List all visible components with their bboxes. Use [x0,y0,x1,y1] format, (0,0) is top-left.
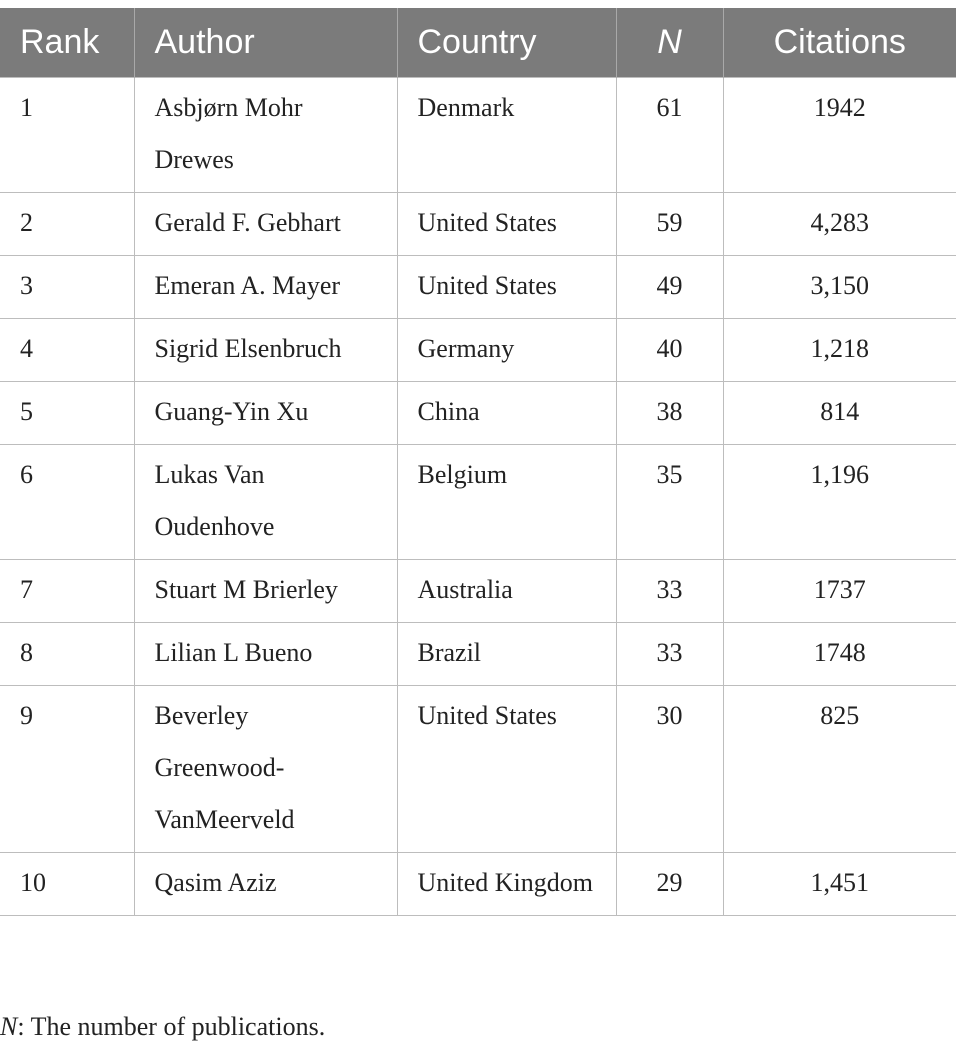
cell-publications: 30 [616,685,723,852]
cell-country: United States [397,192,616,255]
cell-citations: 1,451 [723,852,956,915]
cell-country: Belgium [397,444,616,559]
cell-publications: 61 [616,77,723,192]
cell-country: United Kingdom [397,852,616,915]
table-row [0,255,956,318]
cell-citations: 1737 [723,559,956,622]
cell-citations: 814 [723,381,956,444]
table-header-row [0,8,956,77]
cell-author: Stuart M Brierley [134,559,397,622]
cell-author: Lukas Van Oudenhove [134,444,397,559]
cell-citations: 1748 [723,622,956,685]
cell-author: Beverley Greenwood-VanMeerveld [134,685,397,852]
table-row [0,852,956,915]
cell-author: Emeran A. Mayer [134,255,397,318]
cell-rank: 3 [0,255,134,318]
table-row [0,77,956,192]
cell-rank: 8 [0,622,134,685]
cell-author: Lilian L Bueno [134,622,397,685]
header-author: Author [134,8,397,77]
header-country: Country [397,8,616,77]
header-citations: Citations [723,8,956,77]
table-row [0,381,956,444]
cell-publications: 40 [616,318,723,381]
table-row [0,622,956,685]
cell-citations: 825 [723,685,956,852]
cell-publications: 33 [616,622,723,685]
cell-author: Asbjørn Mohr Drewes [134,77,397,192]
cell-rank: 6 [0,444,134,559]
cell-rank: 7 [0,559,134,622]
cell-rank: 5 [0,381,134,444]
footnote-text: : The number of publications. [17,1012,326,1041]
cell-citations: 1942 [723,77,956,192]
cell-author: Gerald F. Gebhart [134,192,397,255]
cell-rank: 9 [0,685,134,852]
cell-country: Brazil [397,622,616,685]
cell-publications: 59 [616,192,723,255]
cell-citations: 3,150 [723,255,956,318]
cell-country: United States [397,685,616,852]
top-authors-table [0,8,956,916]
cell-country: United States [397,255,616,318]
table-body [0,77,956,915]
cell-rank: 4 [0,318,134,381]
footnote-symbol: N [0,1012,18,1041]
cell-citations: 4,283 [723,192,956,255]
table-row [0,685,956,852]
header-rank: Rank [0,8,134,77]
cell-rank: 1 [0,77,134,192]
table-footnote [0,1012,325,1042]
header-n [616,8,723,77]
cell-citations: 1,196 [723,444,956,559]
cell-publications: 38 [616,381,723,444]
table-row [0,318,956,381]
cell-author: Qasim Aziz [134,852,397,915]
cell-author: Guang-Yin Xu [134,381,397,444]
cell-publications: 49 [616,255,723,318]
cell-country: China [397,381,616,444]
cell-author: Sigrid Elsenbruch [134,318,397,381]
table-row [0,192,956,255]
table-row [0,444,956,559]
cell-rank: 2 [0,192,134,255]
cell-publications: 33 [616,559,723,622]
cell-country: Denmark [397,77,616,192]
cell-citations: 1,218 [723,318,956,381]
cell-publications: 35 [616,444,723,559]
header-n-label: N [657,22,682,61]
cell-country: Germany [397,318,616,381]
cell-rank: 10 [0,852,134,915]
author-table-container [0,8,956,916]
cell-country: Australia [397,559,616,622]
cell-publications: 29 [616,852,723,915]
table-row [0,559,956,622]
